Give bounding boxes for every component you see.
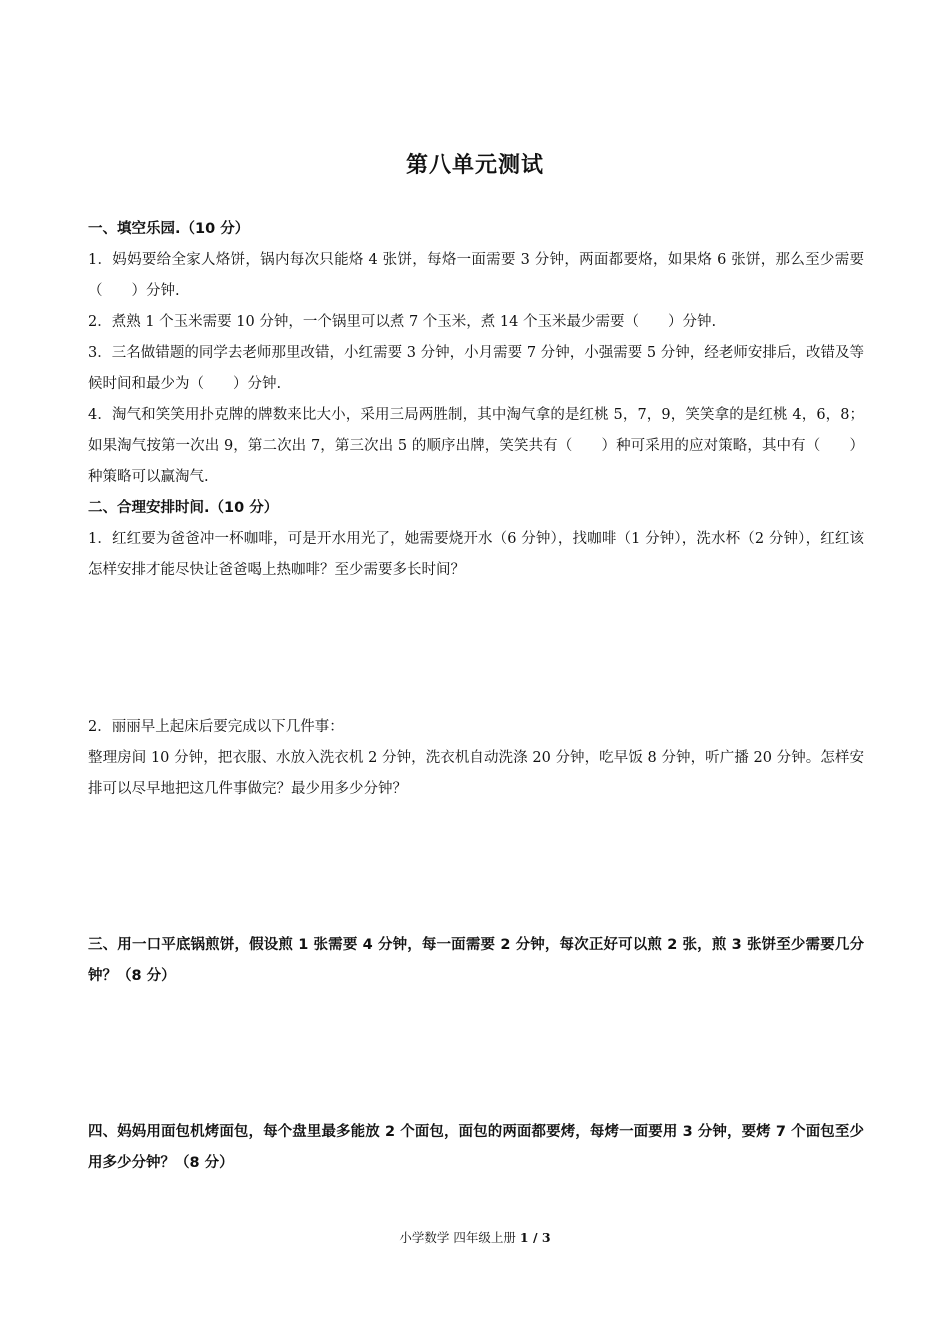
- section-2-question-2-body: 整理房间 10 分钟，把衣服、水放入洗衣机 2 分钟，洗衣机自动洗涤 20 分钟，吃早饭 8 分钟，听广播 20 分钟。怎样安排可以尽早地把这几件事做完？最少用多少分钟？: [88, 750, 864, 797]
- section-3-question: 三、用一口平底锅煎饼，假设煎 1 张需要 4 分钟，每一面需要 2 分钟，每次正好可以煎 2 张，煎 3 张饼至少需要几分钟？（8 分）: [88, 937, 864, 984]
- section-1-question-2: 2．煮熟 1 个玉米需要 10 分钟，一个锅里可以煮 7 个玉米，煮 14 个玉米最少需要（ ）分钟.: [88, 314, 717, 330]
- page-footer: [0, 1228, 950, 1246]
- section-1-question-4: 4．淘气和笑笑用扑克牌的牌数来比大小，采用三局两胜制，其中淘气拿的是红桃 5，7，9，笑笑拿的是红桃 4，6，8；如果淘气按第一次出 9，第二次出 7，第三次出 5 的顺序出牌，笑笑共有（ ）种可采用的应对策略，其中有（ ）种策略可以赢淘气.: [88, 407, 864, 485]
- section-1-heading: 一、填空乐园.（10 分）: [88, 221, 250, 237]
- section-1-question-1: 1．妈妈要给全家人烙饼，锅内每次只能烙 4 张饼，每烙一面需要 3 分钟，两面都要烙，如果烙 6 张饼，那么至少需要（ ）分钟.: [88, 252, 864, 299]
- section-1-question-3: 3．三名做错题的同学去老师那里改错，小红需要 3 分钟，小月需要 7 分钟，小强需要 5 分钟，经老师安排后，改错及等候时间和最少为（ ）分钟.: [88, 345, 864, 392]
- footer-page-number: 1 / 3: [519, 1230, 551, 1245]
- section-2-question-1: 1．红红要为爸爸冲一杯咖啡，可是开水用光了，她需要烧开水（6 分钟），找咖啡（1 分钟），洗水杯（2 分钟），红红该怎样安排才能尽快让爸爸喝上热咖啡？至少需要多长时间？: [88, 531, 864, 578]
- page-title: 第八单元测试: [405, 153, 544, 178]
- section-2-heading: 二、合理安排时间.（10 分）: [88, 500, 279, 516]
- section-2-question-2-intro: 2．丽丽早上起床后要完成以下几件事：: [88, 719, 344, 735]
- footer-subject: 小学数学 四年级上册: [399, 1230, 516, 1245]
- section-4-question: 四、妈妈用面包机烤面包，每个盘里最多能放 2 个面包，面包的两面都要烤，每烤一面要用 3 分钟，要烤 7 个面包至少用多少分钟？（8 分）: [88, 1124, 864, 1171]
